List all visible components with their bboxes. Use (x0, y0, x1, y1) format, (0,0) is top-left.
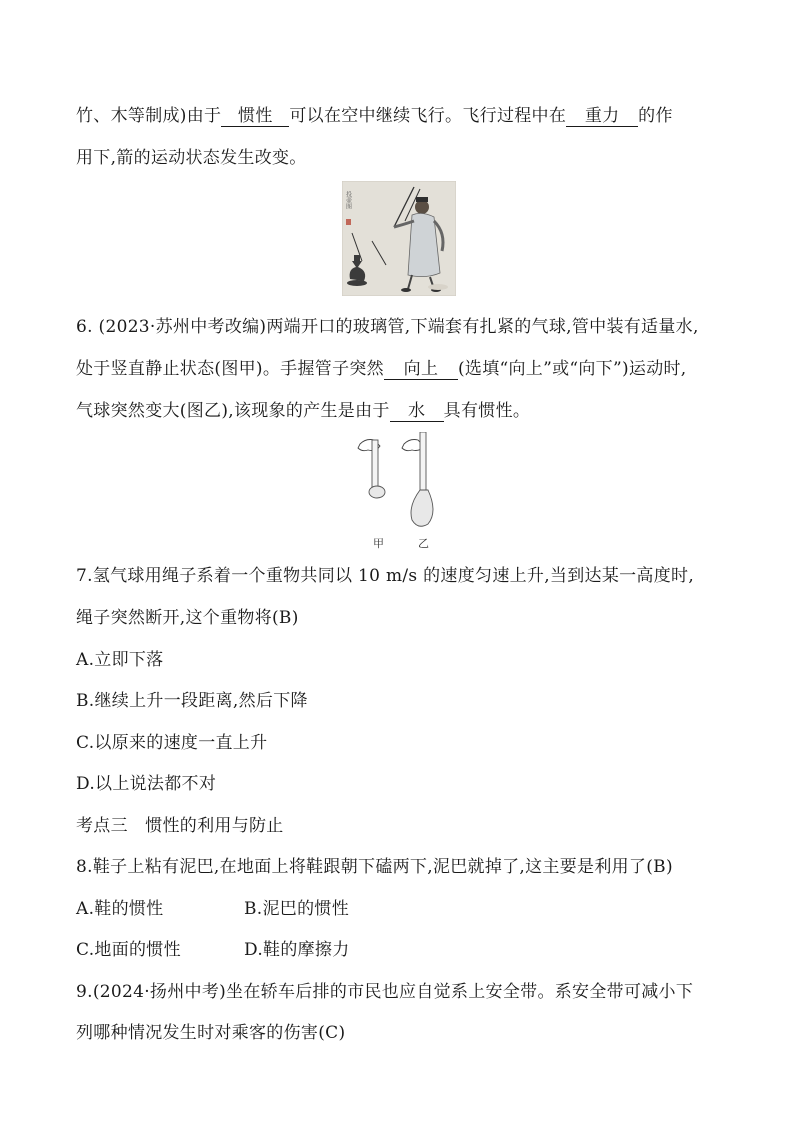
pitch-pot-illustration (342, 181, 456, 296)
q6-answer-blank-2: 水 (390, 401, 444, 422)
q6-line-3 (76, 399, 530, 423)
q6-line-2 (76, 357, 687, 381)
q7-line-1: 7.氢气球用绳子系着一个重物共同以 10 m/s 的速度匀速上升,当到达某一高度时, (76, 566, 695, 586)
section-heading: 考点三 惯性的利用与防止 (76, 816, 284, 836)
q6-text-b: (选填“向上”或“向下”)运动时, (457, 359, 687, 379)
q8-option-c: C.地面的惯性 (76, 940, 181, 960)
q6-answer-blank-1: 向上 (384, 359, 458, 380)
q5-line-1 (76, 104, 673, 128)
q7-option-a: A.立即下落 (76, 650, 164, 670)
q5-text-b: 可以在空中继续飞行。飞行过程中在 (289, 106, 567, 126)
caption-yi: 乙 (418, 537, 429, 550)
q7-option-b: B.继续上升一段距离,然后下降 (76, 691, 308, 711)
q5-text-a: 竹、木等制成)由于 (76, 106, 222, 126)
q9-line-2: 列哪种情况发生时对乘客的伤害(C) (76, 1023, 346, 1043)
q5-answer-blank-2: 重力 (566, 106, 638, 127)
q6-text-c: 气球突然变大(图乙),该现象的产生是由于 (76, 401, 390, 421)
q7-line-2: 绳子突然断开,这个重物将(B) (76, 608, 299, 628)
caption-jia: 甲 (373, 537, 384, 550)
q8-option-b: B.泥巴的惯性 (244, 899, 349, 919)
q6-text-d: 具有惯性。 (443, 401, 531, 421)
q8-option-d: D.鞋的摩擦力 (244, 940, 350, 960)
q8-option-a: A.鞋的惯性 (76, 899, 164, 919)
q5-text-c: 的作 (638, 106, 673, 126)
q6-text-a: 处于竖直静止状态(图甲)。手握管子突然 (76, 359, 384, 379)
q7-option-c: C.以原来的速度一直上升 (76, 733, 268, 753)
q5-answer-blank-1: 惯性 (221, 106, 289, 127)
q6-line-1: 6. (2023·苏州中考改编)两端开口的玻璃管,下端套有扎紧的气球,管中装有适量水, (76, 317, 699, 337)
q7-option-d: D.以上说法都不对 (76, 774, 217, 794)
q9-line-1: 9.(2024·扬州中考)坐在轿车后排的市民也应自觉系上安全带。系安全带可减小下 (76, 982, 694, 1002)
q8-line-1: 8.鞋子上粘有泥巴,在地面上将鞋跟朝下磕两下,泥巴就掉了,这主要是利用了(B) (76, 857, 673, 877)
illustration-inscription: 投壶图 (344, 191, 352, 209)
q5-line-2: 用下,箭的运动状态发生改变。 (76, 148, 307, 168)
tube-balloon-figure (350, 432, 450, 532)
